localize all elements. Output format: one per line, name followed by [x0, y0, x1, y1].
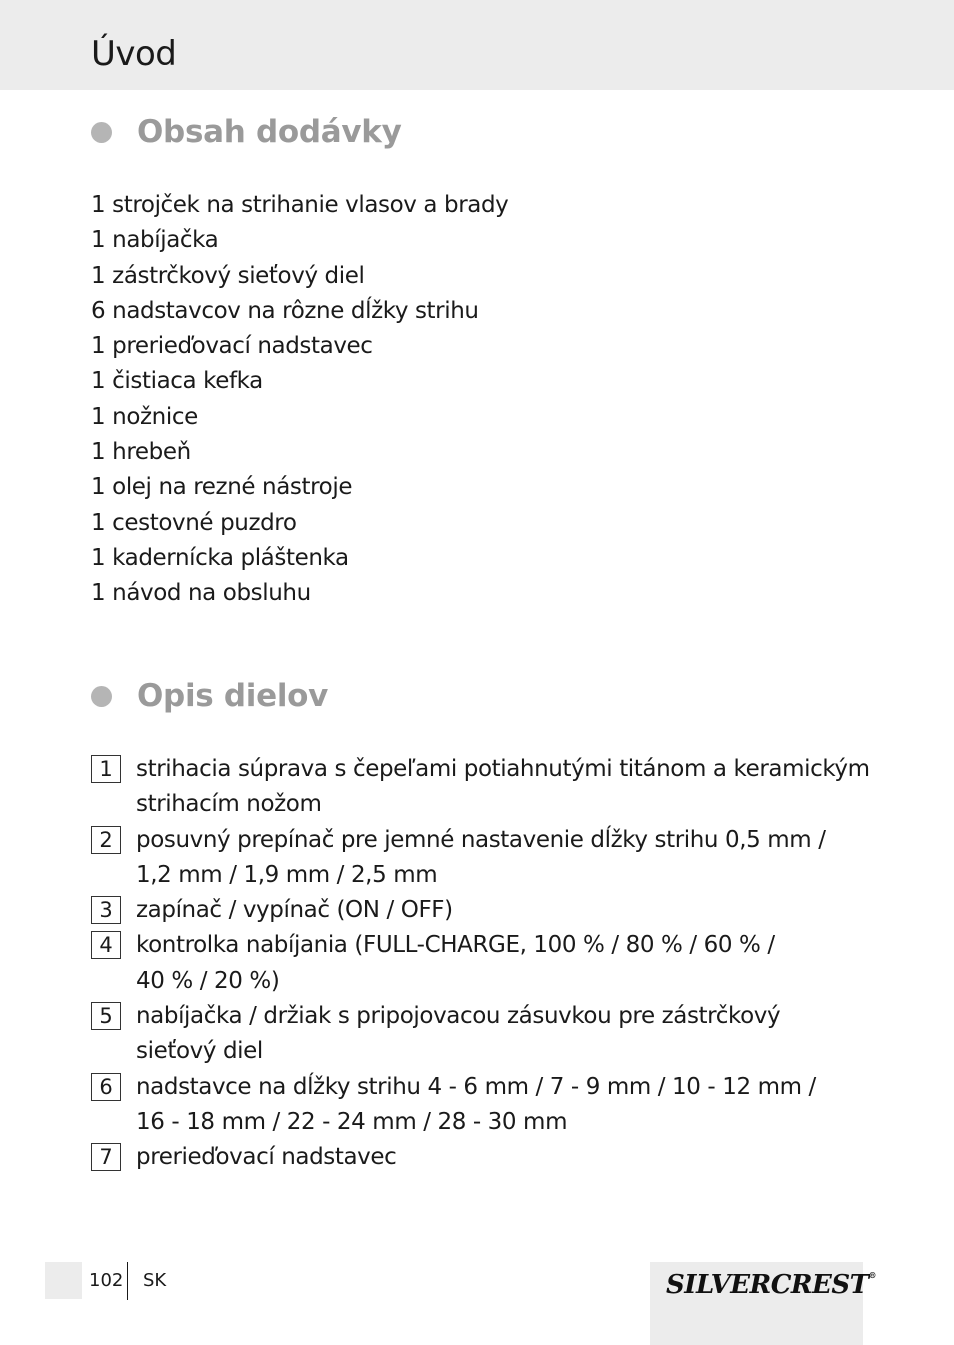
- part-line: 16 - 18 mm / 22 - 24 mm / 28 - 30 mm: [136, 1108, 568, 1135]
- contents-list: [91, 188, 508, 612]
- bullet-icon: [91, 686, 112, 707]
- footer-tab: [45, 1262, 82, 1299]
- part-number: 2: [91, 826, 121, 854]
- part-line: 1,2 mm / 1,9 mm / 2,5 mm: [136, 861, 438, 888]
- part-description: [136, 999, 856, 1070]
- section-heading-contents: [91, 110, 402, 154]
- part-description: [136, 1070, 856, 1141]
- part-line: posuvný prepínač pre jemné nastavenie dĺžky strihu 0,5 mm /: [136, 826, 826, 853]
- part-line: kontrolka nabíjania (FULL-CHARGE, 100 % / 80 % / 60 % /: [136, 932, 775, 959]
- list-item: 1 strojček na strihanie vlasov a brady: [91, 192, 509, 218]
- part-line: nadstavce na dĺžky strihu 4 - 6 mm / 7 - 9 mm / 10 - 12 mm /: [136, 1073, 816, 1100]
- brand-logo: [666, 1270, 876, 1300]
- list-item: 1 prerieďovací nadstavec: [91, 333, 373, 360]
- list-item: 1 čistiaca kefka: [91, 368, 263, 395]
- list-item: 1 olej na rezné nástroje: [91, 474, 353, 501]
- list-item: 1 nožnice: [91, 403, 198, 430]
- part-number: 1: [91, 755, 121, 783]
- list-item: 1 zástrčkový sieťový diel: [91, 262, 365, 289]
- list-item: 1 návod na obsluhu: [91, 580, 311, 607]
- page-number: 102: [89, 1270, 124, 1291]
- part-description: [136, 893, 856, 928]
- part-item: [91, 1070, 856, 1141]
- brand-name: SILVERCREST: [666, 1270, 869, 1300]
- language-code: SK: [143, 1270, 167, 1291]
- part-number: 3: [91, 896, 121, 924]
- part-item: [91, 928, 856, 999]
- part-item: [91, 1140, 856, 1175]
- section-heading-text: Obsah dodávky: [137, 114, 402, 150]
- part-number: 7: [91, 1143, 121, 1171]
- part-item: [91, 823, 856, 894]
- part-number: 6: [91, 1073, 121, 1101]
- bullet-icon: [91, 122, 112, 143]
- part-line: prerieďovací nadstavec: [136, 1144, 397, 1171]
- footer-divider: [127, 1262, 128, 1300]
- list-item: 1 kadernícka pláštenka: [91, 544, 349, 571]
- part-description: [136, 823, 856, 894]
- part-item: [91, 999, 856, 1070]
- list-item: 1 cestovné puzdro: [91, 509, 297, 536]
- parts-list: [91, 752, 870, 1176]
- brand-box: [650, 1262, 876, 1345]
- part-line: zapínač / vypínač (ON / OFF): [136, 897, 453, 924]
- part-line: nabíjačka / držiak s pripojovacou zásuvkou pre zástrčkový: [136, 1003, 781, 1030]
- part-description: [136, 1140, 856, 1175]
- part-number: 4: [91, 931, 121, 959]
- list-item: 1 nabíjačka: [91, 227, 219, 254]
- registered-mark: ®: [868, 1270, 876, 1280]
- part-item: [91, 893, 856, 928]
- section-heading-text: Opis dielov: [137, 678, 329, 714]
- part-description: [136, 752, 870, 823]
- part-line: strihacia súprava s čepeľami potiahnutými titánom a keramickým: [136, 756, 870, 782]
- section-heading-parts: [91, 674, 328, 718]
- part-description: [136, 928, 856, 999]
- list-item: 1 hrebeň: [91, 439, 191, 466]
- page-title: Úvod: [91, 34, 177, 74]
- list-item: 6 nadstavcov na rôzne dĺžky strihu: [91, 297, 479, 324]
- part-line: 40 % / 20 %): [136, 967, 280, 994]
- part-item: [91, 752, 870, 823]
- part-line: strihacím nožom: [136, 791, 322, 818]
- part-line: sieťový diel: [136, 1038, 263, 1065]
- part-number: 5: [91, 1002, 121, 1030]
